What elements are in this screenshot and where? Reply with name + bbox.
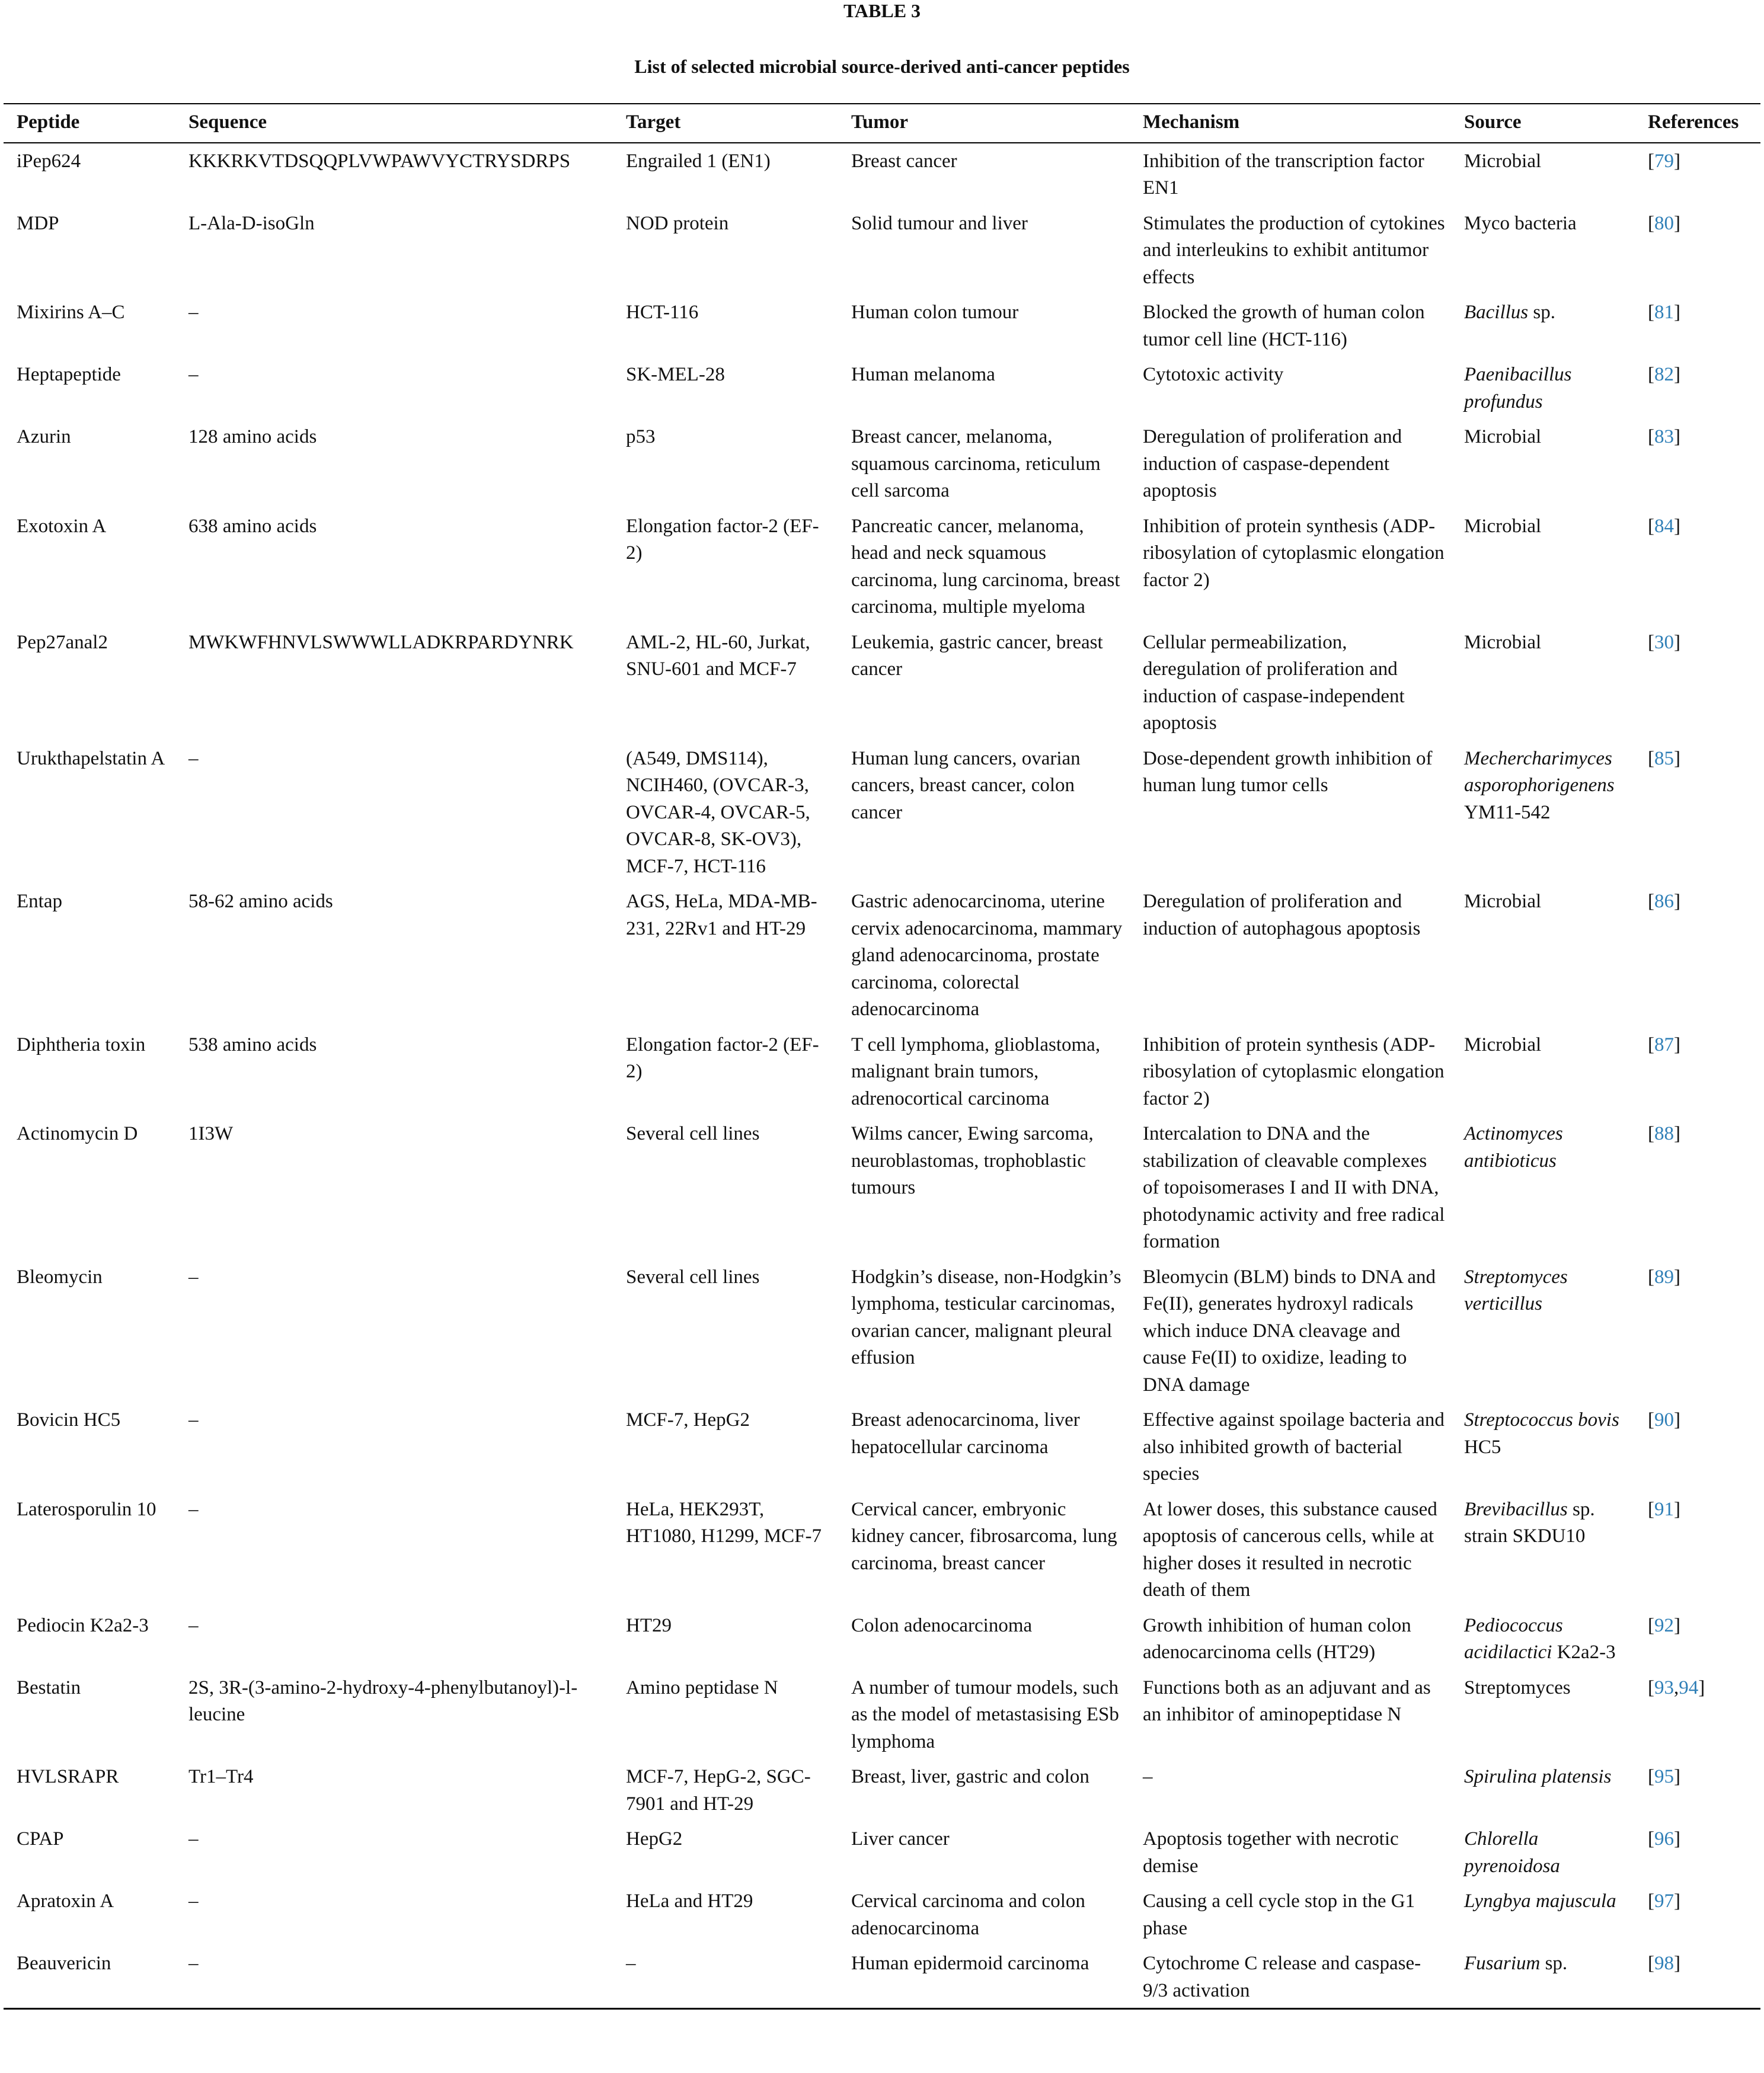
cell-sequence: – [188,1890,199,1912]
cell-source [1451,1821,1635,1883]
table-header [4,104,1760,143]
cell-references: [82] [1648,364,1680,385]
cell-references: [85] [1648,747,1680,769]
cell-peptide: MDP [17,212,59,234]
cell-target: HCT-116 [626,302,699,323]
cell-mechanism: Cellular permeabilization, deregulation of proliferation and induction of caspase-independent apoptosis [1143,631,1405,734]
cell-peptide: Laterosporulin 10 [17,1498,156,1520]
reference-link[interactable]: 90 [1654,1409,1674,1431]
cell-references: [79] [1648,150,1680,172]
cell-target: SK-MEL-28 [626,364,725,385]
table-row [4,295,1760,357]
table-caption: List of selected microbial source-derived anti-cancer peptides [634,56,1130,77]
reference-link[interactable]: 84 [1654,515,1674,537]
source-text: Actinomyces antibioticus [1464,1123,1563,1172]
cell-target: AML-2, HL-60, Jurkat, SNU-601 and MCF-7 [626,631,810,680]
reference-link[interactable]: 83 [1654,426,1674,447]
cell-mechanism: Deregulation of proliferation and induction of autophagous apoptosis [1143,891,1421,939]
cell-sequence: – [188,1266,199,1288]
cell-source [1451,1759,1635,1821]
header-row [4,104,1760,143]
table-row [4,357,1760,419]
peptide-table [4,104,1760,2010]
cell-references: [91] [1648,1498,1680,1520]
cell-target: AGS, HeLa, MDA-MB-231, 22Rv1 and HT-29 [626,891,817,939]
cell-references: [81] [1648,302,1680,323]
source-text: Spirulina platensis [1464,1766,1612,1787]
reference-link[interactable]: 30 [1654,631,1674,653]
reference-link[interactable]: 97 [1654,1890,1674,1912]
table-row [4,143,1760,206]
cell-source [1451,1670,1635,1760]
cell-tumor: Breast cancer, melanoma, squamous carcinoma, reticulum cell sarcoma [851,426,1101,501]
cell-tumor: Hodgkin’s disease, non-Hodgkin’s lymphoma, testicular carcinomas, ovarian cancer, malignant pleural effusion [851,1266,1121,1368]
cell-target: HeLa, HEK293T, HT1080, H1299, MCF-7 [626,1498,822,1547]
cell-peptide: Exotoxin A [17,515,107,537]
table-row [4,1402,1760,1492]
cell-references: [92] [1648,1614,1680,1636]
cell-source [1451,1116,1635,1259]
reference-link[interactable]: 92 [1654,1614,1674,1636]
reference-link[interactable]: 81 [1654,302,1674,323]
column-header-tumor: Tumor [838,104,1130,143]
cell-tumor: Breast, liver, gastric and colon [851,1766,1089,1787]
cell-mechanism: Intercalation to DNA and the stabilization of cleavable complexes of topoisomerases I and II with DNA, photodynamic activity and free radical formation [1143,1123,1445,1252]
column-header-peptide: Peptide [4,104,175,143]
reference-link[interactable]: 95 [1654,1766,1674,1787]
cell-sequence: – [188,1614,199,1636]
reference-link[interactable]: 98 [1654,1953,1674,1974]
cell-tumor: Leukemia, gastric cancer, breast cancer [851,631,1103,680]
cell-target: Elongation factor-2 (EF-2) [626,515,819,564]
cell-tumor: Liver cancer [851,1828,950,1850]
cell-target: Several cell lines [626,1123,760,1144]
table-number: TABLE 3 [843,0,921,21]
cell-source [1451,206,1635,295]
source-text: Chlorella pyrenoidosa [1464,1828,1560,1877]
cell-mechanism: Causing a cell cycle stop in the G1 phase [1143,1890,1415,1939]
cell-source [1451,419,1635,508]
cell-peptide: Apratoxin A [17,1890,114,1912]
cell-peptide: Entap [17,891,62,912]
cell-peptide: Urukthapelstatin A [17,747,165,769]
cell-target: Amino peptidase N [626,1677,778,1698]
cell-tumor: Human lung cancers, ovarian cancers, breast cancer, colon cancer [851,747,1081,823]
cell-tumor: Human epidermoid carcinoma [838,1946,1130,2009]
cell-sequence: Tr1–Tr4 [188,1766,254,1787]
cell-references: [86] [1648,891,1680,912]
table-row [4,206,1760,295]
cell-sequence: 638 amino acids [188,515,317,537]
cell-sequence: MWKWFHNVLSWWWLLADKRPARDYNRK [188,631,574,653]
cell-peptide: Beauvericin [4,1946,175,2009]
cell-tumor: T cell lymphoma, glioblastoma, malignant brain tumors, adrenocortical carcinoma [851,1034,1101,1109]
cell-tumor: Human colon tumour [851,302,1019,323]
cell-tumor: A number of tumour models, such as the model of metastasising ESb lymphoma [851,1677,1119,1752]
reference-link[interactable]: 88 [1654,1123,1674,1144]
reference-link[interactable]: 87 [1654,1034,1674,1055]
cell-sequence: KKKRKVTDSQQPLVWPAWVYCTRYSDRPS [188,150,571,172]
cell-peptide: Bovicin HC5 [17,1409,121,1431]
cell-target: HT29 [626,1614,672,1636]
source-text: Myco bacteria [1464,212,1577,234]
cell-mechanism: Inhibition of protein synthesis (ADP-ribosylation of cytoplasmic elongation factor 2) [1143,515,1445,591]
cell-source [1451,295,1635,357]
source-text: Microbial [1464,631,1542,653]
cell-target: HepG2 [626,1828,683,1850]
cell-sequence: – [188,1409,199,1431]
source-text: Microbial [1464,150,1542,172]
cell-sequence: – [188,364,199,385]
cell-references: [84] [1648,515,1680,537]
column-header-target: Target [613,104,838,143]
table-row [4,1670,1760,1760]
cell-sequence: – [188,747,199,769]
reference-link[interactable]: 91 [1654,1498,1674,1520]
table-row [4,884,1760,1027]
cell-peptide: Pep27anal2 [17,631,108,653]
cell-target: (A549, DMS114), NCIH460, (OVCAR-3, OVCAR-4, OVCAR-5, OVCAR-8, SK-OV3), MCF-7, HCT-116 [626,747,810,877]
cell-mechanism: Cytotoxic activity [1143,364,1284,385]
cell-source [1451,884,1635,1027]
table-body [4,143,1760,2009]
cell-references: [87] [1648,1034,1680,1055]
cell-sequence: – [188,1498,199,1520]
cell-source [1451,508,1635,625]
source-text: Pediococcus acidilactici [1464,1614,1563,1663]
table-row [4,1821,1760,1883]
reference-link[interactable]: 93 [1654,1677,1674,1698]
cell-tumor: Solid tumour and liver [851,212,1028,234]
cell-sequence: L-Ala-D-isoGln [188,212,315,234]
column-header-sequence: Sequence [175,104,613,143]
cell-references: [97] [1648,1890,1680,1912]
cell-peptide: Bestatin [17,1677,81,1698]
cell-sequence: 1I3W [188,1123,234,1144]
cell-source [1451,1492,1635,1608]
cell-mechanism: Inhibition of the transcription factor EN1 [1143,150,1424,199]
cell-tumor: Breast cancer [851,150,957,172]
reference-link[interactable]: 89 [1654,1266,1674,1288]
source-text: HC5 [1464,1436,1501,1458]
table-row [4,1492,1760,1608]
source-text: Streptococcus bovis [1464,1409,1619,1431]
cell-mechanism: Blocked the growth of human colon tumor cell line (HCT-116) [1143,302,1425,350]
cell-sequence: – [175,1946,613,2009]
cell-peptide: Pediocin K2a2-3 [17,1614,149,1636]
cell-references: [95] [1648,1766,1680,1787]
table-row [4,1946,1760,2009]
cell-source [1451,143,1635,206]
cell-references: [93,94] [1648,1677,1705,1698]
column-header-references: References [1635,104,1760,143]
cell-mechanism: Apoptosis together with necrotic demise [1143,1828,1399,1877]
cell-references: [83] [1648,426,1680,447]
table-row [4,1027,1760,1117]
cell-source [1451,741,1635,884]
reference-link[interactable]: 96 [1654,1828,1674,1850]
source-text: Lyngbya majuscula [1464,1890,1616,1912]
cell-mechanism: Cytochrome C release and caspase-9/3 activation [1130,1946,1451,2009]
cell-references: [90] [1648,1409,1680,1431]
cell-source [1451,357,1635,419]
cell-mechanism: – [1143,1766,1153,1787]
source-text: Streptomyces verticillus [1464,1266,1568,1314]
cell-source [1451,625,1635,741]
cell-references: [98] [1635,1946,1760,2009]
cell-tumor: Cervical cancer, embryonic kidney cancer, fibrosarcoma, lung carcinoma, breast cancer [851,1498,1117,1574]
cell-mechanism: Inhibition of protein synthesis (ADP-ribosylation of cytoplasmic elongation factor 2) [1143,1034,1445,1109]
source-text: sp. strain SKDU10 [1464,1498,1595,1547]
cell-source [1451,1259,1635,1403]
table-row [4,741,1760,884]
source-text: Microbial [1464,515,1542,537]
cell-references: [89] [1648,1266,1680,1288]
cell-target: p53 [626,426,656,447]
source-text: Microbial [1464,426,1542,447]
cell-references: [88] [1648,1123,1680,1144]
table-row [4,419,1760,508]
table-row [4,508,1760,625]
cell-tumor: Human melanoma [851,364,995,385]
cell-sequence: 58-62 amino acids [188,891,333,912]
cell-tumor: Breast adenocarcinoma, liver hepatocellular carcinoma [851,1409,1080,1458]
cell-references: [30] [1648,631,1680,653]
cell-mechanism: Effective against spoilage bacteria and also inhibited growth of bacterial species [1143,1409,1445,1485]
cell-sequence: 128 amino acids [188,426,317,447]
cell-references: [96] [1648,1828,1680,1850]
column-header-source: Source [1451,104,1635,143]
cell-peptide: CPAP [17,1828,64,1850]
cell-target: Several cell lines [626,1266,760,1288]
table-row [4,1259,1760,1403]
reference-link[interactable]: 82 [1654,364,1674,385]
cell-peptide: Bleomycin [17,1266,103,1288]
source-text: sp. [1528,302,1555,323]
cell-target: NOD protein [626,212,729,234]
cell-tumor: Pancreatic cancer, melanoma, head and neck squamous carcinoma, lung carcinoma, breast carcinoma, multiple myeloma [851,515,1120,618]
source-text: sp. [1540,1953,1568,1974]
cell-mechanism: Dose-dependent growth inhibition of human lung tumor cells [1143,747,1433,796]
table-row [4,1759,1760,1821]
cell-source [1451,1027,1635,1117]
cell-peptide: Diphtheria toxin [17,1034,146,1055]
cell-sequence: 2S, 3R-(3-amino-2-hydroxy-4-phenylbutanoyl)-l-leucine [188,1677,578,1725]
cell-peptide: Mixirins A–C [17,302,125,323]
source-text: Mechercharimyces asporophorigenens [1464,747,1615,796]
reference-link[interactable]: 85 [1654,747,1674,769]
reference-link[interactable]: 94 [1679,1677,1699,1698]
source-text: Streptomyces [1464,1677,1571,1698]
reference-link[interactable]: 86 [1654,891,1674,912]
cell-target: Engrailed 1 (EN1) [626,150,771,172]
cell-peptide: Actinomycin D [17,1123,138,1144]
cell-mechanism: Stimulates the production of cytokines and interleukins to exhibit antitumor effects [1143,212,1445,288]
cell-source [1451,1608,1635,1670]
source-text: Fusarium [1464,1953,1541,1974]
column-header-mechanism: Mechanism [1130,104,1451,143]
cell-target: – [613,1946,838,2009]
cell-mechanism: At lower doses, this substance caused apoptosis of cancerous cells, while at higher doses it resulted in necrotic death of them [1143,1498,1437,1601]
table-row [4,625,1760,741]
table-row [4,1608,1760,1670]
cell-source [1451,1402,1635,1492]
cell-mechanism: Deregulation of proliferation and induction of caspase-dependent apoptosis [1143,426,1402,501]
cell-target: MCF-7, HepG2 [626,1409,750,1431]
cell-source [1451,1946,1635,2009]
cell-mechanism: Bleomycin (BLM) binds to DNA and Fe(II), generates hydroxyl radicals which induce DNA cleavage and cause Fe(II) to oxidize, leading to DNA damage [1143,1266,1436,1396]
cell-source [1451,1883,1635,1946]
table-top-rule [4,103,1760,104]
source-text: K2a2-3 [1552,1642,1616,1663]
table-row [4,1883,1760,1946]
reference-link[interactable]: 79 [1654,150,1674,172]
cell-peptide: HVLSRAPR [17,1766,119,1787]
cell-tumor: Gastric adenocarcinoma, uterine cervix adenocarcinoma, mammary gland adenocarcinoma, prostate carcinoma, colorectal adenocarcinoma [851,891,1123,1020]
cell-tumor: Cervical carcinoma and colon adenocarcinoma [851,1890,1085,1939]
cell-tumor: Colon adenocarcinoma [851,1614,1033,1636]
reference-link[interactable]: 80 [1654,212,1674,234]
cell-target: MCF-7, HepG-2, SGC-7901 and HT-29 [626,1766,811,1815]
cell-references: [80] [1648,212,1680,234]
source-text: Microbial [1464,891,1542,912]
cell-peptide: iPep624 [17,150,81,172]
cell-mechanism: Growth inhibition of human colon adenocarcinoma cells (HT29) [1143,1614,1411,1663]
cell-tumor: Wilms cancer, Ewing sarcoma, neuroblastomas, trophoblastic tumours [851,1123,1094,1198]
source-text: Bacillus [1464,302,1529,323]
cell-sequence: 538 amino acids [188,1034,317,1055]
cell-sequence: – [188,302,199,323]
cell-peptide: Azurin [17,426,71,447]
source-text: Microbial [1464,1034,1542,1055]
cell-peptide: Heptapeptide [17,364,121,385]
cell-mechanism: Functions both as an adjuvant and as an inhibitor of aminopeptidase N [1143,1677,1431,1725]
source-text: Brevibacillus [1464,1498,1568,1520]
cell-target: HeLa and HT29 [626,1890,753,1912]
source-text: Paenibacillus profundus [1464,364,1572,412]
source-text: YM11-542 [1464,801,1551,823]
table-row [4,1116,1760,1259]
cell-target: Elongation factor-2 (EF-2) [626,1034,819,1082]
cell-sequence: – [188,1828,199,1850]
